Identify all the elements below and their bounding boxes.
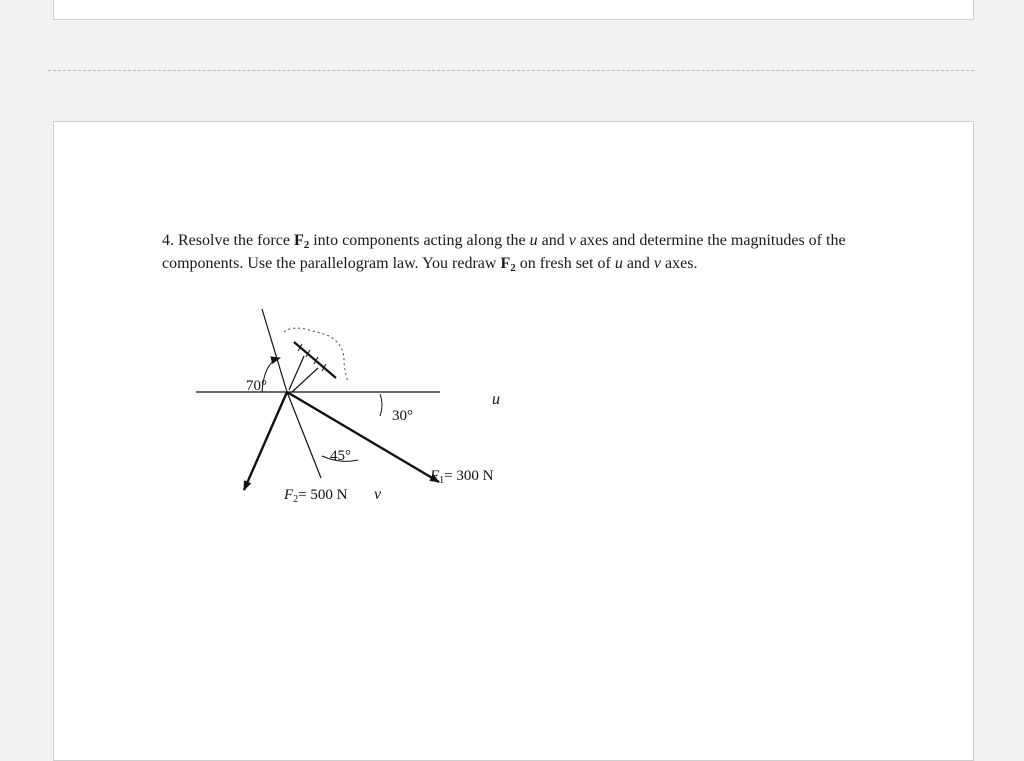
f2-symbol: F (284, 487, 294, 503)
v-axis-line (287, 392, 321, 478)
previous-question-card (53, 0, 974, 20)
angle-label-45: 45° (330, 448, 351, 464)
axis-u-italic: u (614, 254, 623, 272)
angle-label-30: 30° (392, 408, 413, 424)
f1-vector (287, 392, 439, 482)
question-text-part: and (537, 232, 569, 249)
bracket-arm-1 (289, 356, 304, 390)
axis-u-italic: u (529, 232, 538, 249)
section-divider (48, 70, 974, 71)
force-subscript: 2 (303, 239, 310, 251)
f1-subscript: 1 (439, 475, 445, 486)
question-text-part: on fresh set of (515, 254, 615, 272)
f2-vector (244, 392, 287, 490)
f2-label (283, 487, 348, 505)
question-number: 4. (162, 232, 174, 249)
v-axis-label: v (374, 486, 382, 503)
question-text-part: axes. (661, 254, 698, 272)
force-letter: F (500, 254, 511, 272)
question-text (162, 230, 882, 275)
axis-v-italic: v (568, 232, 576, 249)
f1-label (429, 468, 494, 486)
f2-value: = 500 N (298, 487, 348, 503)
angle-arc-30 (380, 394, 382, 416)
support-outline (284, 328, 348, 382)
question-text-part: axes and determine the magnitudes of the components. Use the parallelogram law. You redraw (162, 232, 846, 272)
axis-v-italic: v (653, 254, 662, 272)
bracket-arm-2 (292, 368, 318, 392)
force-subscript: 2 (510, 261, 516, 274)
force-symbol (500, 255, 515, 272)
question-text-part: into components acting along the (309, 232, 530, 249)
question-card (53, 121, 974, 761)
question-text-part: Resolve the force (174, 232, 294, 249)
force-diagram (194, 302, 524, 512)
f2-subscript: 2 (293, 494, 299, 505)
f1-value: = 300 N (444, 468, 494, 484)
u-axis-label: u (492, 391, 500, 408)
force-letter: F (293, 232, 304, 249)
f1-symbol: F (430, 468, 440, 484)
angle-label-70: 70° (246, 378, 267, 394)
force-symbol (294, 232, 309, 249)
question-text-part: and (622, 254, 654, 272)
force-diagram-svg (194, 302, 524, 512)
